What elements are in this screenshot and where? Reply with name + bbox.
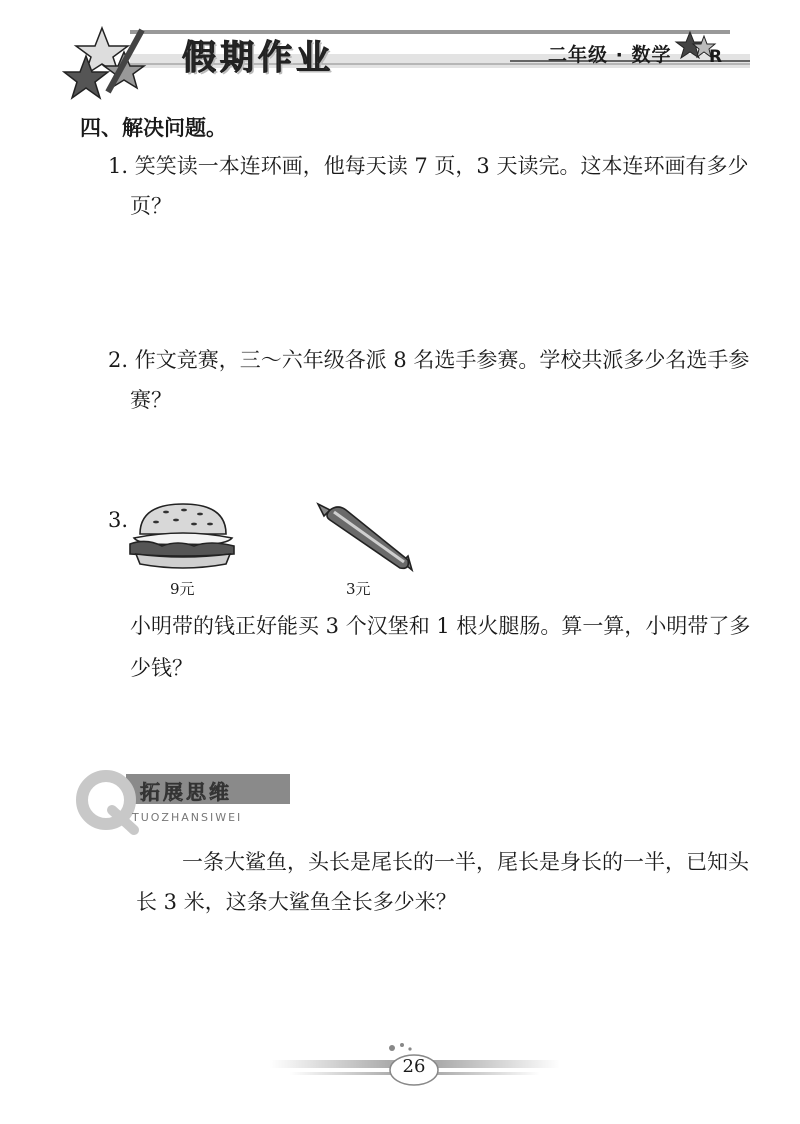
- star-cluster-icon: [62, 22, 172, 114]
- question-3-number: 3.: [108, 508, 129, 532]
- extension-question-text: 一条大鲨鱼，头长是尾长的一半，尾长是身长的一半，已知头: [182, 850, 749, 874]
- extension-pinyin: TUOZHANSIWEI: [132, 811, 243, 824]
- extension-question-text-cont: 长 3 米，这条大鲨鱼全长多少米？: [136, 890, 457, 914]
- question-1-text: 1. 笑笑读一本连环画，他每天读 7 页，3 天读完。这本连环画有多少: [108, 154, 749, 178]
- edition-mark: R: [709, 47, 723, 67]
- sausage-icon: [312, 496, 420, 580]
- sausage-price: 3元: [346, 580, 371, 598]
- section-heading: 四、解决问题。: [80, 116, 227, 140]
- hamburger-icon: [126, 498, 240, 574]
- question-2-text: 2. 作文竞赛，三～六年级各派 8 名选手参赛。学校共派多少名选手参: [108, 348, 750, 372]
- page-number: 26: [402, 1056, 426, 1077]
- extension-title: 拓展思维: [140, 780, 232, 804]
- question-1-text-cont: 页？: [130, 194, 172, 218]
- hamburger-price: 9元: [170, 580, 195, 598]
- question-2-text-cont: 赛？: [130, 388, 172, 412]
- question-3-text: 小明带的钱正好能买 3 个汉堡和 1 根火腿肠。算一算，小明带了多: [130, 614, 751, 638]
- grade-subject-label: 二年级 · 数学: [548, 44, 672, 66]
- header-title: 假期作业: [182, 38, 334, 78]
- question-3-text-cont: 少钱？: [130, 656, 193, 680]
